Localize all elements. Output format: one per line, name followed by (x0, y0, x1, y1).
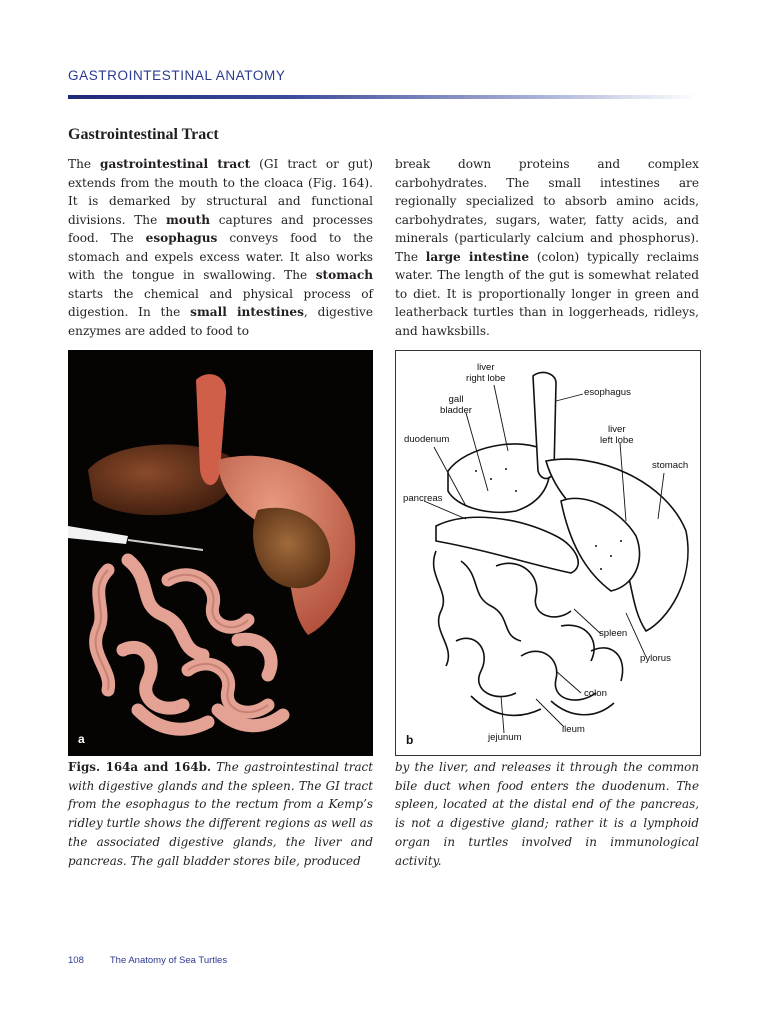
caption-lead: Figs. 164a and 164b. (68, 760, 212, 774)
bold-term: stomach (315, 268, 373, 282)
body-text-run: break down proteins and complex carbohydrates. The small intestines are regionally specialized to absorb amino acids, carbohydrates, sugars, water, fatty acids, and minerals (particularly calcium and phosphorus). The (395, 157, 699, 264)
body-text-run: captures and processes food. The (68, 212, 373, 245)
page-footer (68, 955, 227, 966)
body-text-run: (GI tract or gut) extends from the mouth to the cloaca (Fig. 164). It is demarked by structural and functional divisions. The (68, 157, 373, 227)
caption-text-right: by the liver, and releases it through the common bile duct when food enters the duodenum. The spleen, located at the distal end of the pancreas, is not a digestive gland; rather it is a lymphoid organ in turtles involved in immunological activity. (395, 760, 699, 868)
bold-term: esophagus (145, 231, 218, 245)
section-title: Gastrointestinal Tract (68, 126, 219, 143)
label-spleen: spleen (599, 628, 628, 639)
caption-paragraph-left (68, 758, 373, 870)
header-rule (68, 95, 698, 99)
body-column-right (395, 155, 699, 340)
body-column-left (68, 155, 373, 340)
label-duodenum: duodenum (404, 434, 450, 445)
body-text-run: , digestive enzymes are added to food to (68, 305, 374, 338)
body-text-run: (colon) typically reclaims water. The length of the gut is somewhat related to diet. It is proportionally longer in green and leatherback turtles than in loggerheads, ridleys, and hawksbills. (395, 249, 699, 338)
book-title: The Anatomy of Sea Turtles (109, 955, 228, 966)
label-gall-bladder: gall bladder (440, 394, 473, 416)
body-text-run: starts the chemical and physical process of digestion. In the (68, 286, 373, 319)
figure-letter-a: a (78, 732, 85, 746)
figure-164a-photo (68, 350, 373, 756)
label-stomach: stomach (652, 460, 689, 471)
label-liver-right-lobe: liver right lobe (466, 362, 506, 384)
bold-term: large intestine (425, 249, 530, 264)
label-liver-left-lobe: liver left lobe (600, 424, 634, 446)
page-number: 108 (68, 955, 84, 966)
label-jejunum: jejunum (488, 732, 522, 743)
label-esophagus: esophagus (584, 387, 631, 398)
bold-term: mouth (165, 212, 211, 227)
bold-term: gastrointestinal tract (100, 157, 251, 171)
bold-term: small intestines (190, 305, 304, 319)
body-text-run: The (68, 157, 101, 171)
figure-letter-b: b (406, 733, 414, 747)
label-ileum: ileum (562, 724, 585, 735)
body-paragraph-left (68, 155, 373, 340)
body-paragraph-right (395, 155, 699, 340)
label-pylorus: pylorus (640, 653, 671, 664)
label-colon: colon (584, 688, 607, 699)
body-text-run: conveys food to the stomach and expels excess water. It also works with the tongue in swallowing. The (68, 231, 373, 282)
label-pancreas: pancreas (403, 493, 443, 504)
running-header: GASTROINTESTINAL ANATOMY (68, 68, 286, 83)
caption-column-right (395, 758, 699, 870)
caption-column-left (68, 758, 373, 870)
caption-text-left: The gastrointestinal tract with digestive glands and the spleen. The GI tract from the esophagus to the rectum from a Kemp’s ridley turtle shows the different regions as well as the associated digestive glands, the liver and pancreas. The gall bladder stores bile, produced (68, 760, 373, 868)
gi-tract-photo-illustration (68, 350, 373, 756)
figure-164b-diagram (395, 350, 701, 756)
